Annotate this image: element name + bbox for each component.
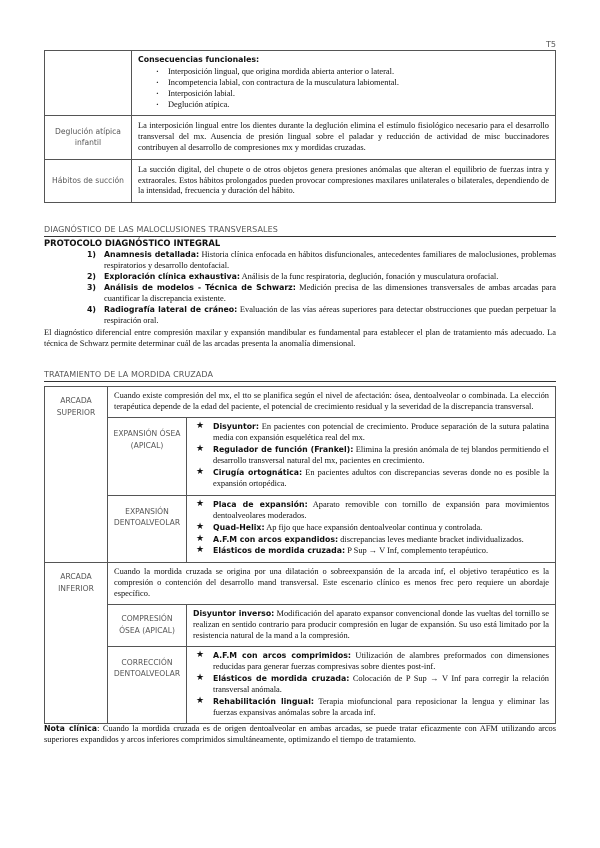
star-icon: ★ (196, 649, 205, 660)
list-item: · Interposición labial. (156, 89, 549, 100)
list-item: ★ Quad-Helix: Ap fijo que hace expansión dentoalveolar continua y controlada. (196, 521, 483, 532)
nota-clinica: Nota clínica: Cuando la mordida cruzada es de origen dentoalveolar en ambas arcadas, se puede tratar eficazmente con AFM utilizando arcos superiores expandidos y arcos inferiores comprimidos simultáneamente, optimizando el tiempo de tratamiento. (44, 724, 556, 745)
list-item: · Incompetencia labial, con contractura de la musculatura labiomental. (156, 78, 549, 89)
star-icon: ★ (196, 421, 205, 432)
list-item: ★ Elásticos de mordida cruzada: P Sup → V Inf, complemento terapéutico. (196, 545, 489, 556)
list-item: ★ A.F.M con arcos comprimidos: Utilización de alambres preformados con dimensiones reducidas para generar fuerzas compresivas sobre dientes post-inf. (196, 649, 549, 671)
superior-intro: Cuando existe compresión del mx, el tto se planifica según el nivel de afectación: ósea, dentoalveolar o combinada. La elección terapéutica depende de la edad del paciente, el potencial de crecimiento residual y la severidad de la discrepancia transversal. (108, 387, 556, 418)
diagnostico-section (44, 225, 556, 350)
list-item: ★ A.F.M con arcos expandidos: discrepancias leves mediante bracket individualizados. (196, 533, 524, 544)
tratamiento-table (44, 386, 556, 724)
arcada-inferior-label: ARCADA INFERIOR (45, 563, 108, 724)
star-icon: ★ (196, 672, 205, 683)
list-item: · Deglución atípica. (156, 100, 549, 111)
star-icon: ★ (196, 466, 205, 477)
empty-label-cell (45, 51, 132, 116)
correccion-dento-label: CORRECCIÓN DENTOALVEOLAR (108, 646, 187, 724)
inferior-intro: Cuando la mordida cruzada se origina por una dilatación o sobreexpansión de la arcada inf, el objetivo terapéutico es la compresión o contención del desarrollo mand transversal. Este escenario clínico es menos frec pero requiere un abordaje específico. (108, 563, 556, 605)
consecuencias-list (156, 67, 549, 111)
list-item: ★ Rehabilitación lingual: Terapia miofuncional para reposicionar la lengua y eliminar las fuerzas expansivas anómalas sobre la arcada inf. (196, 695, 549, 717)
expansion-osea-label: EXPANSIÓN ÓSEA (APICAL) (108, 418, 187, 496)
list-item: ★ Regulador de función (Frankel): Elimina la presión anómala de tej blandos permitiendo el desarrollo transversal natural del mx, pacientes en crecimiento. (196, 444, 550, 465)
star-icon: ★ (196, 545, 205, 556)
list-item: ★ Placa de expansión: Aparato removible con tornillo de expansión para movimientos dentoalveolares moderados. (196, 498, 549, 520)
habitos-label: Hábitos de succión (45, 159, 132, 203)
protocol-steps (44, 250, 556, 326)
expansion-dento-content (187, 495, 556, 563)
protocol-step: 1) Anamnesis detallada: Historia clínica enfocada en hábitos disfuncionales, antecedentes familiares de maloclusiones, problemas respiratorios y desarrollo dentofacial. (87, 250, 557, 271)
star-icon: ★ (196, 521, 205, 532)
list-item: ★ Elásticos de mordida cruzada: Colocación de P Sup → V Inf para corregir la relación transversal anómala. (196, 672, 549, 694)
list-item: ★ Disyuntor: En pacientes con potencial de crecimiento. Produce separación de la sutura palatina media con expansión esquelética real del mx. (196, 421, 550, 443)
deglucion-label: Deglución atípica infantil (45, 115, 132, 159)
protocol-title: PROTOCOLO DIAGNÓSTICO INTEGRAL (44, 238, 221, 249)
expansion-dento-label: EXPANSIÓN DENTOALVEOLAR (108, 495, 187, 563)
compresion-osea-label: COMPRESIÓN ÓSEA (APICAL) (108, 605, 187, 647)
consecuencias-heading: Consecuencias funcionales: (138, 55, 260, 64)
star-icon: ★ (196, 695, 205, 706)
protocol-step: 2) Exploración clínica exhaustiva: Análisis de la func respiratoria, deglución, fonación y musculatura orofacial. (87, 272, 499, 282)
protocol-step: 3) Análisis de modelos - Técnica de Schwarz: Medición precisa de las dimensiones transversales de ambas arcadas para cuantificar la discrepancia existente. (87, 283, 557, 303)
star-icon: ★ (196, 498, 205, 509)
top-table (44, 50, 556, 203)
protocol-step: 4) Radiografía lateral de cráneo: Evaluación de las vías aéreas superiores para detectar obstrucciones que puedan perpetuar la respiración oral. (87, 304, 556, 325)
correccion-dento-content (187, 646, 556, 724)
tratamiento-heading: TRATAMIENTO DE LA MORDIDA CRUZADA (44, 370, 556, 382)
consecuencias-cell (132, 51, 556, 116)
list-item: · Interposición lingual, que origina mordida abierta anterior o lateral. (156, 67, 549, 78)
diagnostico-paragraph: El diagnóstico diferencial entre compresión maxilar y expansión mandibular es fundamental para establecer el plan de tratamiento más adecuado. La técnica de Schwarz permite determinar cuál de las arcadas presenta la anomalía dimensional. (44, 327, 556, 348)
list-item: ★ Cirugía ortognática: En pacientes adultos con discrepancias severas donde no es posible la expansión ortopédica. (196, 466, 549, 488)
deglucion-text: La interposición lingual entre los dientes durante la deglución elimina el estímulo fisiológico necesario para el desarrollo transversal del mx. Ausencia de presión lingual sobre el paladar y reducción de actividad de misc buccinadores contribuyen al desarrollo de compresiones mx y mordidas cruzadas. (132, 115, 556, 159)
habitos-text: La succión digital, del chupete o de otros objetos genera presiones anómalas que alteran el equilibrio de fuerzas intra y extraorales. Estos hábitos prolongados pueden provocar compresiones maxilares unilaterales o bilaterales, dependiendo de la intensidad, frecuencia y duración del hábito. (132, 159, 556, 203)
page-number: T5 (546, 40, 556, 49)
expansion-osea-content (187, 418, 556, 496)
star-icon: ★ (196, 533, 205, 544)
tratamiento-section (44, 370, 556, 746)
compresion-osea-content: Disyuntor inverso: Modificación del aparato expansor convencional donde las vueltas del tornillo se realizan en sentido contrario para producir compresión en lugar de expansión. Su uso está limitado por la resistencia natural de la mand a la compresión. (187, 605, 556, 647)
star-icon: ★ (196, 444, 205, 455)
arcada-superior-label: ARCADA SUPERIOR (45, 387, 108, 563)
diagnostico-heading: DIAGNÓSTICO DE LAS MALOCLUSIONES TRANSVERSALES (44, 225, 556, 237)
